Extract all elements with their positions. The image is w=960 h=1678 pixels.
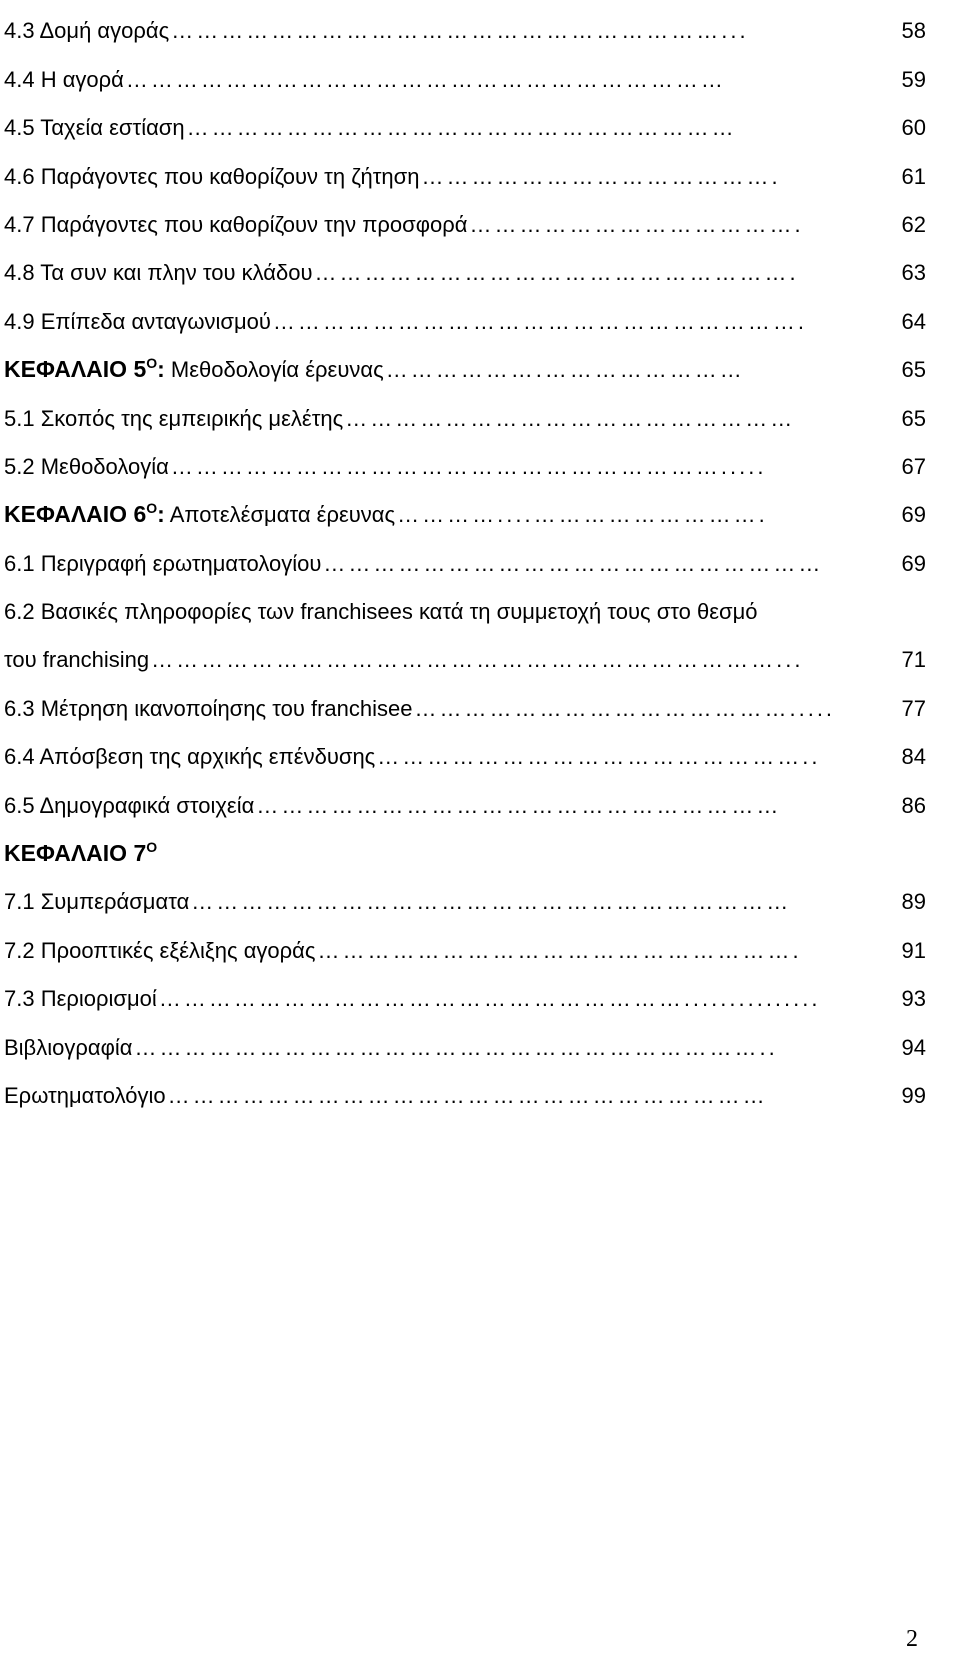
toc-entry [4,629,926,677]
chapter-colon: : [157,501,165,528]
toc-entry-title: 4.6 Παράγοντες που καθορίζουν τη ζήτηση [4,163,420,189]
dot-leader: ………………………………………………………............... [158,988,821,1011]
toc-entry-title: 4.9 Επίπεδα ανταγωνισμού [4,308,271,334]
dot-leader: ………………………………………………………………….. [134,1036,778,1059]
toc-page-number: 60 [901,115,926,141]
toc-entry-title: 6.3 Μέτρηση ικανοποίησης του franchisee [4,695,413,721]
dot-leader: ……………………………………………… [345,407,796,430]
dot-leader: ……………….…………………… [385,359,745,382]
toc-page-number: 89 [901,889,926,915]
dot-leader: ……………………………………………………… [256,794,782,817]
toc-entry-title: 7.3 Περιορισμοί [4,986,157,1012]
toc-entry [4,242,926,290]
toc-entry [4,871,926,919]
toc-page-number: 62 [901,211,926,237]
toc-page-number: 59 [901,66,926,92]
toc-entry-title: Βιβλιογραφία [4,1034,133,1060]
toc-entry [4,48,926,96]
chapter-ordinal-marker: Ο [146,355,158,372]
toc-entry-title: 6.1 Περιγραφή ερωτηματολογίου [4,550,322,576]
toc-entry [4,1065,926,1113]
toc-entry-title: 4.5 Ταχεία εστίαση [4,115,185,141]
toc-entry [4,0,926,48]
toc-entry-title: 5.1 Σκοπός της εμπειρικής μελέτης [4,405,344,431]
toc-entry [4,919,926,967]
dot-leader: …………………………………………………… [323,552,824,575]
toc-page-number: 69 [901,502,926,528]
toc-entry [4,774,926,822]
dot-leader: …………………………………………………………………... [151,649,804,672]
toc-page-number: 71 [901,647,926,673]
toc-entry [4,968,926,1016]
toc-page-number: 91 [901,937,926,963]
dot-leader: ……………………………………………………………… [125,68,726,91]
toc-entry [4,290,926,338]
dot-leader: …………………………………………….. [377,746,821,769]
toc-page-number: 67 [901,453,926,479]
chapter-label: ΚΕΦΑΛΑΙΟ 7 [4,840,147,867]
toc-entry-title: 5.2 Μεθοδολογία [4,453,169,479]
toc-chapter-heading [4,484,926,532]
toc-entry [4,1016,926,1064]
chapter-label: ΚΕΦΑΛΑΙΟ 5 [4,356,147,383]
toc-entry [4,436,926,484]
toc-entry [4,387,926,435]
toc-entry-line [4,581,926,629]
dot-leader: ……………………………………. [421,165,781,188]
chapter-subtitle: Μεθοδολογία έρευνας [164,357,384,383]
dot-leader: …………………………………………………. [314,262,799,285]
toc-entry-title: 4.7 Παράγοντες που καθορίζουν την προσφορά [4,211,468,237]
toc-entry [4,532,926,580]
chapter-ordinal-marker: Ο [146,839,158,856]
dot-leader: ……………………………………………………………… [191,891,792,914]
toc-entry-title: 4.8 Τα συν και πλην του κλάδου [4,260,313,286]
toc-entry [4,145,926,193]
toc-entry-title: 6.4 Απόσβεση της αρχικής επένδυσης [4,744,376,770]
toc-page-number: 86 [901,792,926,818]
chapter-label: ΚΕΦΑΛΑΙΟ 6 [4,501,147,528]
toc-entry-title: του franchising [4,647,150,673]
toc-page-number: 99 [901,1082,926,1108]
chapter-colon: : [157,356,165,383]
toc-entry-title: Ερωτηματολόγιο [4,1082,166,1108]
toc-page-number: 65 [901,357,926,383]
toc-page-number: 84 [901,744,926,770]
chapter-title [4,501,395,526]
dot-leader: ………………………………………..... [414,697,836,720]
toc-entry-title: 4.3 Δομή αγοράς [4,18,170,44]
toc-page-number: 64 [901,308,926,334]
chapter-title [4,840,157,865]
dot-leader: ………………………………………………………. [272,310,808,333]
toc-page-number: 61 [901,163,926,189]
toc-entry-title: 4.4 Η αγορά [4,66,124,92]
dot-leader: …………………………………………………. [317,939,802,962]
dot-leader: …………....………………………. [397,504,768,527]
toc-entry [4,726,926,774]
toc-entry [4,677,926,725]
toc-entry [4,97,926,145]
toc-page-number: 93 [901,986,926,1012]
table-of-contents [4,0,926,1113]
toc-page-number: 94 [901,1034,926,1060]
toc-page-number: 69 [901,550,926,576]
toc-chapter-heading [4,339,926,387]
toc-page-number: 63 [901,260,926,286]
toc-page-number: 58 [901,18,926,44]
dot-leader: ……………………………………………………………… [167,1084,768,1107]
toc-entry-title: 6.2 Βασικές πληροφορίες των franchisees κατά τη συμμετοχή τους στο θεσμό [4,599,758,625]
chapter-subtitle: Αποτελέσματα έρευνας [164,502,396,528]
toc-chapter-heading [4,823,926,871]
dot-leader: …………………………………………………………..... [170,455,767,478]
toc-entry [4,194,926,242]
toc-entry-title: 7.2 Προοπτικές εξέλιξης αγοράς [4,937,316,963]
toc-entry-title: 7.1 Συμπεράσματα [4,889,190,915]
toc-page-number: 77 [901,695,926,721]
dot-leader: …………………………………………………………... [171,20,749,43]
page-number: 2 [906,1626,918,1652]
chapter-ordinal-marker: Ο [146,500,158,517]
toc-page-number: 65 [901,405,926,431]
dot-leader: ………………………………………………………… [186,117,737,140]
chapter-title [4,356,384,381]
toc-entry-title: 6.5 Δημογραφικά στοιχεία [4,792,255,818]
dot-leader: …………………………………. [469,213,804,236]
